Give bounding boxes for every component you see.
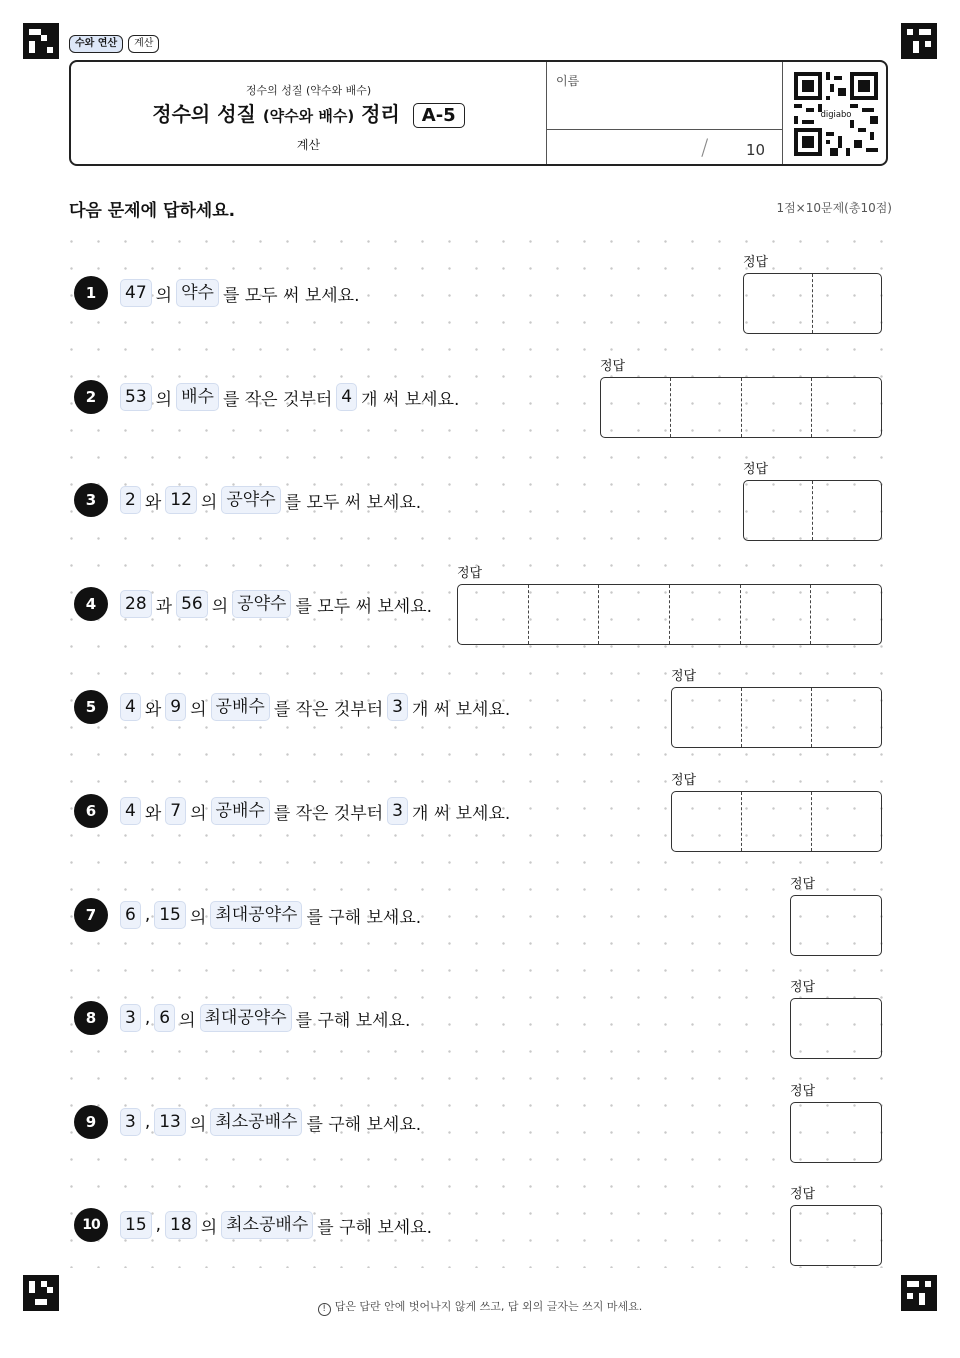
footer-text: 답은 답란 안에 벗어나지 않게 쓰고, 답 외의 글자는 쓰지 마세요. — [334, 1300, 643, 1313]
question-chip: 공약수 — [221, 486, 280, 514]
answer-box[interactable] — [600, 377, 882, 438]
question-chip: 56 — [176, 590, 208, 618]
question-word: 를 모두 써 보세요. — [284, 492, 422, 513]
question-number: 9 — [74, 1105, 108, 1139]
question-number: 6 — [74, 794, 108, 828]
question-word: 를 구해 보세요. — [306, 1114, 422, 1135]
question-word: 개 써 보세요. — [361, 389, 460, 410]
question-chip: 최대공약수 — [200, 1004, 292, 1032]
question-text — [118, 1002, 412, 1034]
question-word: 과 — [155, 596, 173, 617]
score-total: 10 — [746, 141, 766, 159]
question-chip: 배수 — [176, 383, 219, 411]
question-text — [118, 381, 461, 413]
question-word: 의 — [200, 1217, 218, 1238]
answer-cell[interactable] — [528, 585, 599, 644]
answer-cell[interactable] — [744, 481, 812, 540]
answer-cell[interactable] — [741, 792, 811, 851]
answer-cell[interactable] — [791, 1206, 881, 1265]
question-word: 의 — [189, 1114, 207, 1135]
question-word: 와 — [144, 699, 162, 720]
question-text — [118, 899, 423, 931]
tag-category: 계산 — [128, 35, 159, 53]
question-chip: 2 — [120, 486, 141, 514]
answer-box[interactable] — [790, 1205, 882, 1266]
question-chip: 공약수 — [232, 590, 291, 618]
question-number: 7 — [74, 898, 108, 932]
question-chip: 15 — [120, 1211, 152, 1239]
answer-cell[interactable] — [670, 378, 740, 437]
answer-label: 정답 — [743, 462, 769, 477]
answer-label: 정답 — [457, 566, 483, 581]
question-chip: 3 — [120, 1108, 141, 1136]
footer-note — [0, 1298, 960, 1316]
answer-cell[interactable] — [669, 585, 740, 644]
question-word: 의 — [179, 1010, 196, 1031]
question-word: , — [144, 1112, 151, 1132]
question-chip: 18 — [165, 1211, 197, 1239]
tag-domain: 수와 연산 — [69, 35, 123, 53]
question-number: 8 — [74, 1001, 108, 1035]
question-chip: 약수 — [176, 279, 219, 307]
answer-cell[interactable] — [744, 274, 812, 333]
question-chip: 3 — [387, 693, 408, 721]
question-word: , — [144, 905, 151, 925]
question-chip: 12 — [165, 486, 197, 514]
answer-label: 정답 — [790, 980, 816, 995]
question-chip: 13 — [154, 1108, 186, 1136]
question-chip: 4 — [120, 797, 141, 825]
question-number: 5 — [74, 690, 108, 724]
answer-cell[interactable] — [791, 1103, 881, 1162]
question-word: 개 써 보세요. — [411, 699, 511, 720]
question-number: 4 — [74, 587, 108, 621]
question-chip: 47 — [120, 279, 152, 307]
question-chip: 53 — [120, 383, 152, 411]
question-word: 개 써 보세요. — [411, 803, 511, 824]
question-text — [118, 588, 434, 620]
answer-cell[interactable] — [791, 896, 881, 955]
instruction-text: 다음 문제에 답하세요. — [69, 201, 236, 221]
question-chip: 9 — [165, 693, 186, 721]
score-slash: / — [701, 136, 709, 161]
question-number: 10 — [74, 1208, 108, 1242]
answer-label: 정답 — [790, 1187, 816, 1202]
question-chip: 3 — [120, 1004, 141, 1032]
answer-cell[interactable] — [811, 378, 881, 437]
answer-box[interactable] — [671, 687, 882, 748]
question-word: 를 모두 써 보세요. — [295, 596, 433, 617]
answer-cell[interactable] — [811, 688, 881, 747]
info-icon: ! — [318, 1303, 331, 1316]
answer-cell[interactable] — [791, 999, 881, 1058]
question-chip: 공배수 — [211, 693, 270, 721]
question-text — [118, 277, 362, 309]
question-word: 의 — [190, 803, 207, 824]
answer-box[interactable] — [671, 791, 882, 852]
title-end: 정리 — [361, 102, 400, 126]
header-subtitle: 정수의 성질 (약수와 배수) — [245, 84, 372, 97]
answer-box[interactable] — [790, 895, 882, 956]
question-chip: 3 — [387, 797, 408, 825]
question-word: , — [144, 1008, 151, 1028]
worksheet-header — [69, 60, 888, 166]
name-field-label: 이름 — [556, 74, 580, 88]
question-word: 를 작은 것부터 — [273, 803, 384, 824]
question-word: 의 — [155, 389, 173, 410]
answer-label: 정답 — [671, 669, 697, 684]
question-chip: 15 — [154, 901, 186, 929]
question-chip: 4 — [120, 693, 141, 721]
question-text — [118, 1106, 423, 1138]
question-chip: 7 — [165, 797, 186, 825]
question-word: 의 — [189, 907, 207, 928]
question-chip: 최대공약수 — [210, 901, 302, 929]
question-chip: 최소공배수 — [221, 1211, 313, 1239]
question-chip: 6 — [120, 901, 141, 929]
tag-group — [69, 35, 159, 53]
qr-caption: digiabo — [820, 108, 852, 119]
worksheet-code: A-5 — [413, 103, 465, 128]
question-number: 1 — [74, 276, 108, 310]
question-word: 의 — [155, 285, 173, 306]
answer-cell[interactable] — [601, 378, 670, 437]
answer-label: 정답 — [600, 359, 626, 374]
answer-cell[interactable] — [811, 792, 881, 851]
question-word: 를 작은 것부터 — [222, 389, 333, 410]
question-word: , — [155, 1215, 162, 1235]
answer-cell[interactable] — [810, 585, 881, 644]
answer-cell[interactable] — [812, 274, 881, 333]
question-word: 와 — [144, 803, 162, 824]
scoring-info: 1점×10문제(총10점) — [776, 201, 892, 215]
answer-cell[interactable] — [740, 585, 811, 644]
question-word: 를 작은 것부터 — [273, 699, 384, 720]
question-word: 와 — [144, 492, 162, 513]
page-title — [71, 98, 546, 128]
question-word: 의 — [200, 492, 218, 513]
corner-marker-top-right — [901, 23, 937, 59]
answer-box[interactable] — [457, 584, 882, 645]
answer-cell[interactable] — [812, 481, 881, 540]
answer-box[interactable] — [790, 1102, 882, 1163]
answer-label: 정답 — [790, 877, 816, 892]
answer-cell[interactable] — [741, 688, 811, 747]
question-number: 2 — [74, 380, 108, 414]
answer-box[interactable] — [743, 480, 882, 541]
question-number: 3 — [74, 483, 108, 517]
answer-cell[interactable] — [741, 378, 811, 437]
question-text — [118, 484, 423, 516]
question-chip: 6 — [154, 1004, 175, 1032]
answer-cell[interactable] — [458, 585, 528, 644]
question-word: 를 모두 써 보세요. — [222, 285, 360, 306]
corner-marker-top-left — [23, 23, 59, 59]
answer-label: 정답 — [743, 255, 769, 270]
qr-code-icon — [794, 72, 878, 156]
question-text — [118, 1209, 434, 1241]
answer-cell[interactable] — [672, 792, 741, 851]
question-text — [118, 795, 512, 827]
question-chip: 4 — [336, 383, 357, 411]
question-chip: 공배수 — [211, 797, 270, 825]
question-word: 를 구해 보세요. — [295, 1010, 411, 1031]
question-word: 를 구해 보세요. — [306, 907, 422, 928]
answer-label: 정답 — [671, 773, 697, 788]
header-category: 계산 — [296, 138, 321, 152]
title-main: 정수의 성질 — [152, 102, 256, 126]
question-word: 를 구해 보세요. — [317, 1217, 432, 1238]
question-text — [118, 691, 512, 723]
answer-label: 정답 — [790, 1084, 816, 1099]
question-chip: 최소공배수 — [210, 1108, 302, 1136]
title-paren: (약수와 배수) — [262, 107, 355, 125]
question-chip: 28 — [120, 590, 152, 618]
answer-cell[interactable] — [672, 688, 741, 747]
question-word: 의 — [211, 596, 229, 617]
answer-cell[interactable] — [598, 585, 669, 644]
answer-box[interactable] — [790, 998, 882, 1059]
question-word: 의 — [190, 699, 207, 720]
answer-box[interactable] — [743, 273, 882, 334]
